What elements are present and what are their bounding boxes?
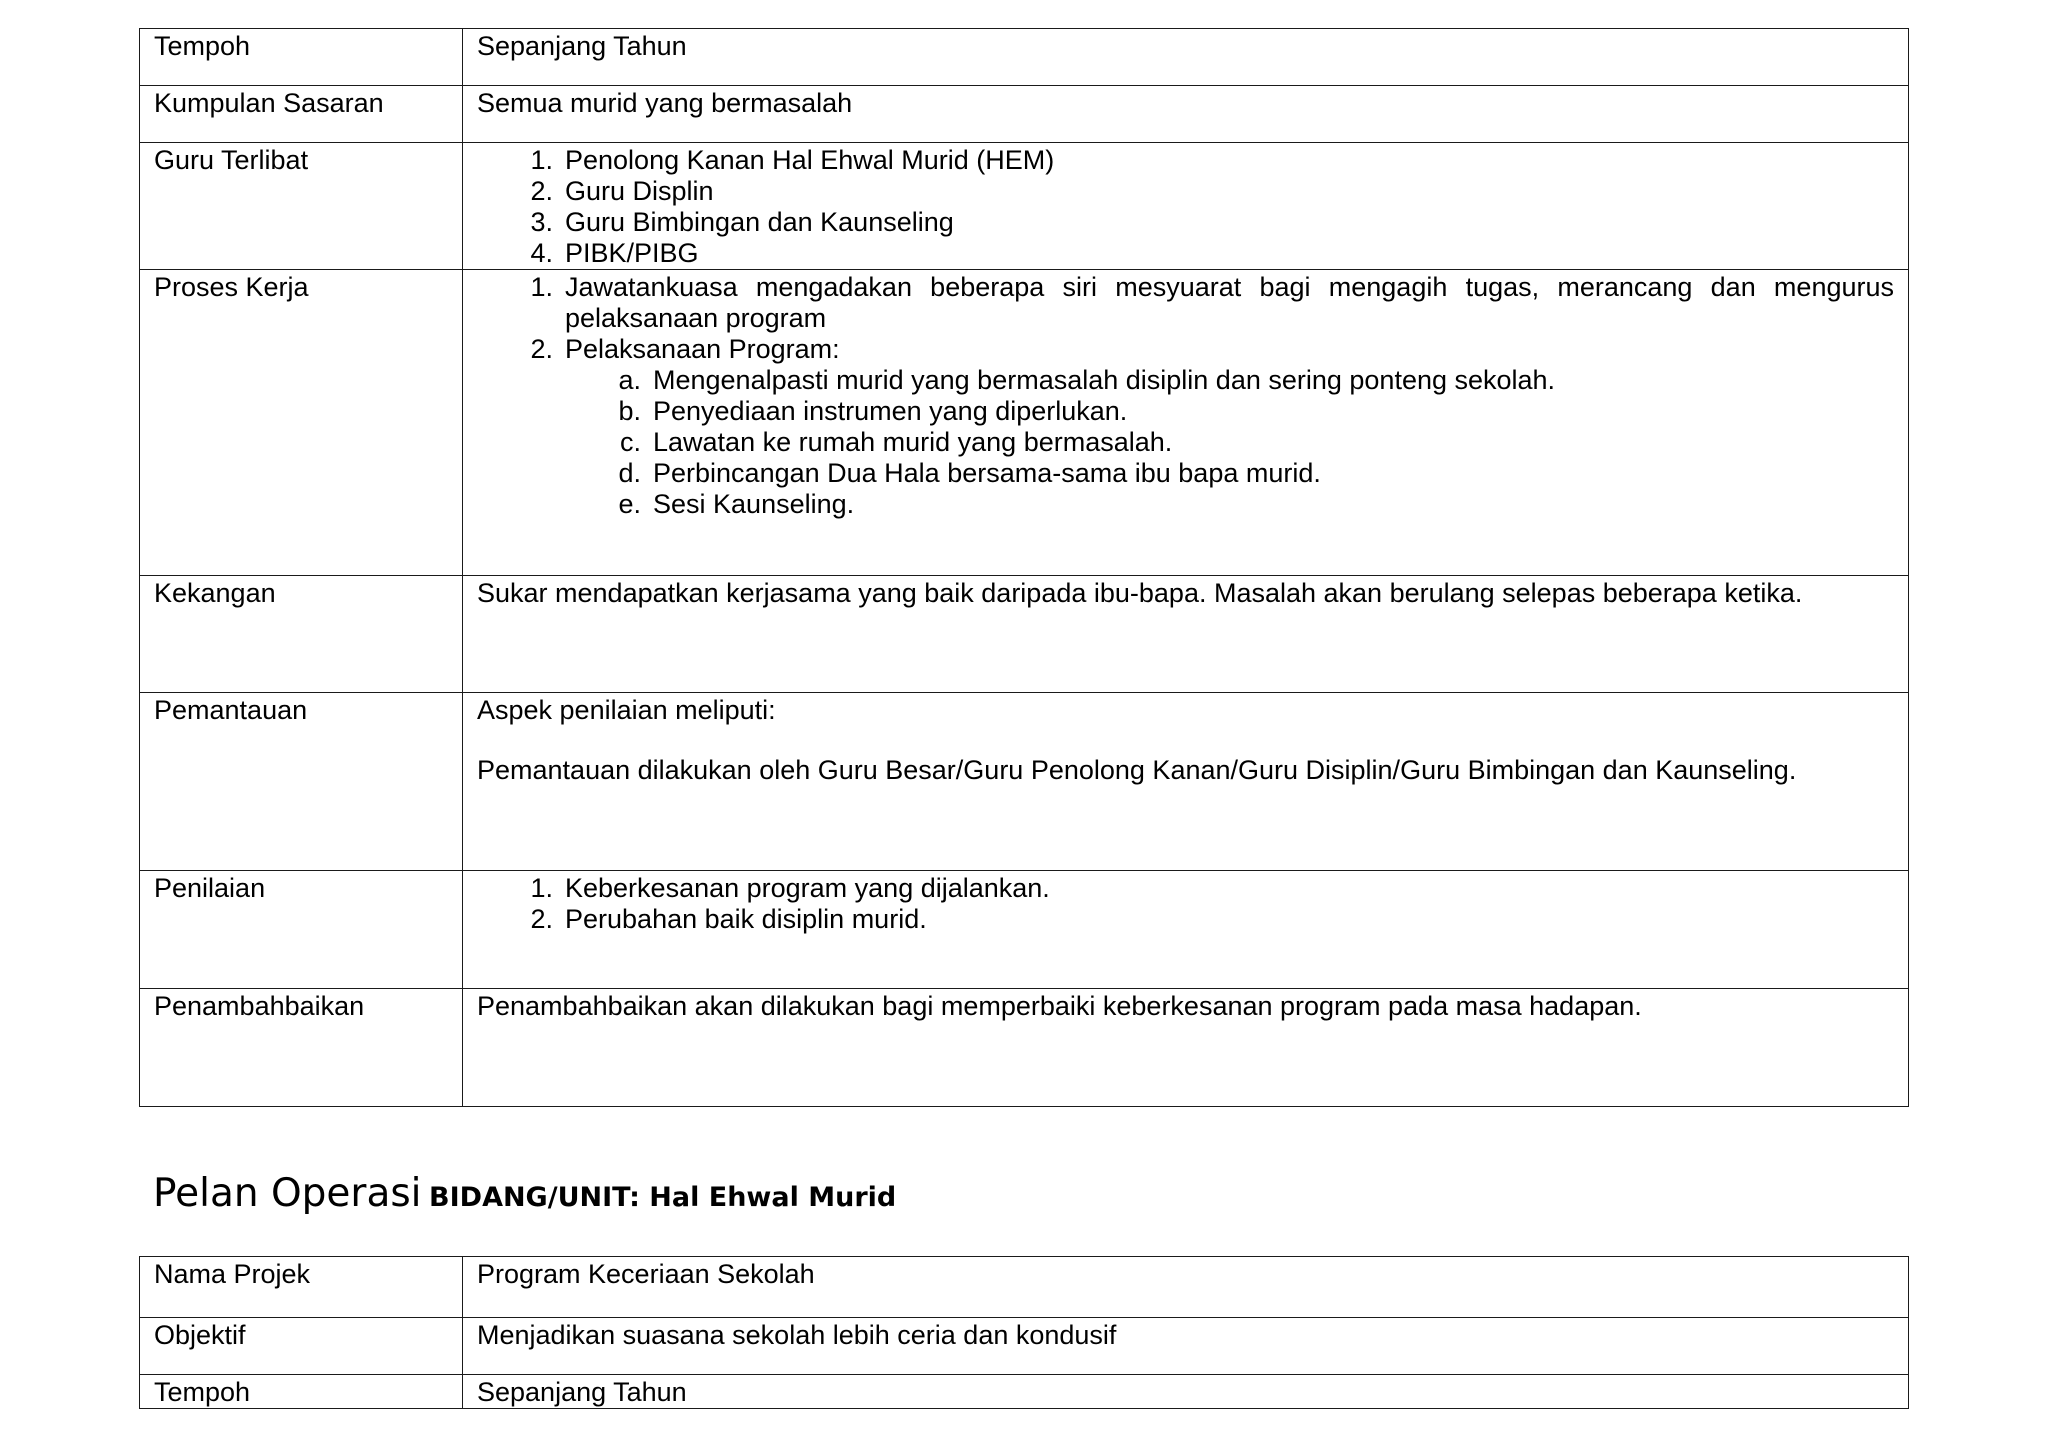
work-process-list [517,270,1894,520]
list-item: 2. Guru Displin [530,176,714,206]
list-item: 1. Keberkesanan program yang dijalankan. [530,873,1050,903]
list-item: e. Sesi Kaunseling. [618,489,855,519]
table-row [140,270,1909,576]
table-row [140,29,1909,86]
teacher-list [517,143,1894,269]
row-value [463,143,1909,270]
row-value: Sukar mendapatkan kerjasama yang baik daripada ibu-bapa. Masalah akan berulang selepas beberapa ketika. [463,576,1909,693]
list-item: 1. Jawatankuasa mengadakan beberapa siri mesyuarat bagi mengagih tugas, merancang dan mengurus pelaksanaan program [530,272,1894,333]
program-steps-list [605,365,1894,520]
heading-subtitle: BIDANG/UNIT: Hal Ehwal Murid [429,1182,897,1213]
row-value: Penambahbaikan akan dilakukan bagi memperbaiki keberkesanan program pada masa hadapan. [463,989,1909,1107]
row-value: Program Keceriaan Sekolah [463,1257,1909,1318]
row-label: Kumpulan Sasaran [140,86,463,143]
row-value [463,270,1909,576]
row-value: Aspek penilaian meliputi: Pemantauan dilakukan oleh Guru Besar/Guru Penolong Kanan/Guru Disiplin/Guru Bimbingan dan Kaunseling. [463,693,1909,871]
row-label: Tempoh [140,29,463,86]
row-label: Objektif [140,1318,463,1375]
list-item: 4. PIBK/PIBG [530,238,699,268]
table-row [140,143,1909,270]
row-value: Semua murid yang bermasalah [463,86,1909,143]
row-value: Sepanjang Tahun [463,1375,1909,1409]
assessment-list [517,871,1894,935]
table-row [140,86,1909,143]
row-label: Pemantauan [140,693,463,871]
row-value: Sepanjang Tahun [463,29,1909,86]
table-row [140,576,1909,693]
list-item: 3. Guru Bimbingan dan Kaunseling [530,207,954,237]
row-label: Guru Terlibat [140,143,463,270]
row-value: Menjadikan suasana sekolah lebih ceria dan kondusif [463,1318,1909,1375]
row-label: Proses Kerja [140,270,463,576]
project-table [139,1256,1909,1409]
table-row [140,693,1909,871]
row-label: Penambahbaikan [140,989,463,1107]
row-label: Nama Projek [140,1257,463,1318]
table-row [140,1375,1909,1409]
list-item: 2. Pelaksanaan Program: a. Mengenalpasti murid yang bermasalah disiplin dan sering ponteng sekolah. b. Penyediaan instrumen yang diperlukan. c. Lawatan ke rumah murid yang bermasalah. d. Perbincangan Dua Hala bersama-sama ibu bapa murid. e. Sesi Kaunseling. [517,334,1894,520]
list-item: 1. Penolong Kanan Hal Ehwal Murid (HEM) [530,145,1055,175]
list-item: a. Mengenalpasti murid yang bermasalah disiplin dan sering ponteng sekolah. [618,365,1556,395]
table-row [140,989,1909,1107]
table-row [140,871,1909,989]
program-details-table [139,28,1909,1107]
table-row [140,1318,1909,1375]
section-heading [153,1171,897,1216]
table-row [140,1257,1909,1318]
row-label: Tempoh [140,1375,463,1409]
list-item: d. Perbincangan Dua Hala bersama-sama ibu bapa murid. [618,458,1321,488]
row-label: Kekangan [140,576,463,693]
row-label: Penilaian [140,871,463,989]
list-item: 2. Perubahan baik disiplin murid. [530,904,927,934]
list-item: c. Lawatan ke rumah murid yang bermasalah. [619,427,1173,457]
row-value [463,871,1909,989]
heading-title: Pelan Operasi [153,1171,422,1216]
list-item: b. Penyediaan instrumen yang diperlukan. [618,396,1128,426]
